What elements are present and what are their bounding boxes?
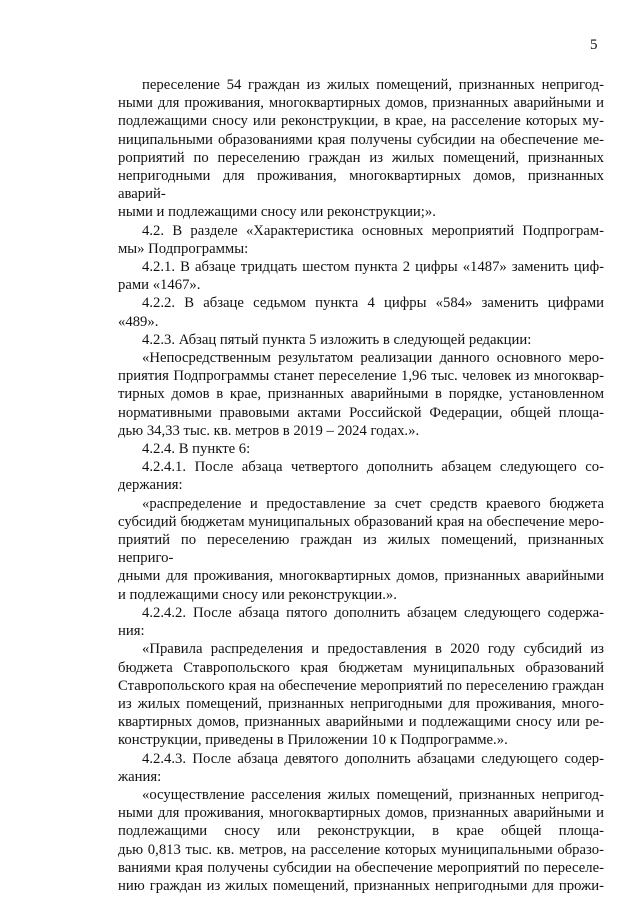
text-line: ниципальными образованиями края получены субсидии на обеспечение ме- <box>118 131 604 148</box>
text-line: ния: <box>118 623 145 640</box>
text-line: нию граждан из жилых помещений, признанных непригодными для прожи- <box>118 877 604 894</box>
page-number: 5 <box>590 37 598 53</box>
paragraph-p3 <box>118 258 604 294</box>
text-line: держания: <box>118 477 183 494</box>
paragraph-p2 <box>118 222 604 258</box>
text-line: нормативными правовыми актами Российской Федерации, общей площа- <box>118 404 604 421</box>
text-line: «распределение и предоставление за счет средств краевого бюджета <box>142 495 604 512</box>
text-line: 4.2.1. В абзаце тридцать шестом пункта 2 цифры «1487» заменить циф- <box>142 259 604 276</box>
paragraph-p11 <box>118 640 604 749</box>
text-line: роприятий по переселению граждан из жилых помещений, признанных <box>118 149 604 166</box>
paragraph-p7 <box>118 440 604 458</box>
text-line: «Непосредственным результатом реализации данного основного меро- <box>142 350 604 367</box>
text-line: «осуществление расселения жилых помещений, признанных непригод- <box>142 786 604 803</box>
text-line: «Правила распределения и предоставления в 2020 году субсидий из <box>142 641 604 658</box>
text-line: подлежащими сносу или реконструкции, в крае общей площа- <box>118 823 604 840</box>
text-line: из жилых помещений, признанных непригодными для проживания, много- <box>118 695 604 712</box>
paragraph-p1 <box>118 76 604 222</box>
paragraph-p6 <box>118 349 604 440</box>
text-line: субсидий бюджетам муниципальных образований края на обеспечение меро- <box>118 513 604 530</box>
text-line: рами «1467». <box>118 277 201 294</box>
text-line: приятия Подпрограммы станет переселение 1,96 тыс. человек из многоквар- <box>118 368 604 385</box>
text-line: ными для проживания, многоквартирных домов, признанных аварийными и <box>118 805 604 822</box>
paragraph-p8 <box>118 458 604 494</box>
text-line: 4.2.3. Абзац пятый пункта 5 изложить в следующей редакции: <box>142 331 532 348</box>
paragraph-p5 <box>118 331 604 349</box>
text-line: непригодными для проживания, многоквартирных домов, признанных аварий- <box>118 168 604 203</box>
text-line: бюджета Ставропольского края бюджетам муниципальных образований <box>118 659 604 676</box>
text-line: ными для проживания, многоквартирных домов, признанных аварийными и <box>118 95 604 112</box>
text-line: жания: <box>118 768 162 785</box>
text-line: подлежащими сносу или реконструкции, в крае, на расселение которых му- <box>118 113 604 130</box>
text-line: переселение 54 граждан из жилых помещений, признанных непригод- <box>142 77 604 93</box>
text-line: 4.2.4.3. После абзаца девятого дополнить абзацами следующего содер- <box>142 750 604 767</box>
text-line: Ставропольского края на обеспечение мероприятий по переселению граждан <box>118 677 604 694</box>
document-body <box>118 76 604 895</box>
paragraph-p4 <box>118 294 604 330</box>
paragraph-p9 <box>118 495 604 604</box>
text-line: конструкции, приведены в Приложении 10 к Подпрограмме.». <box>118 732 508 749</box>
text-line: мы» Подпрограммы: <box>118 240 249 257</box>
text-line: дью 0,813 тыс. кв. метров, на расселение которых муниципальными образо- <box>118 841 604 858</box>
text-line: 4.2.4. В пункте 6: <box>142 441 251 458</box>
text-line: тирных домов в крае, признанных аварийными в порядке, установленном <box>118 386 604 403</box>
text-line: ными и подлежащими сносу или реконструкции;». <box>118 204 436 221</box>
paragraph-p13 <box>118 786 604 895</box>
text-line: 4.2.4.1. После абзаца четвертого дополнить абзацем следующего со- <box>142 459 604 476</box>
text-line: квартирных домов, признанных аварийными и подлежащими сносу или ре- <box>118 714 604 731</box>
text-line: приятий по переселению граждан из жилых помещений, признанных неприго- <box>118 532 604 567</box>
text-line: 4.2.4.2. После абзаца пятого дополнить абзацем следующего содержа- <box>142 604 604 621</box>
paragraph-p10 <box>118 604 604 640</box>
text-line: и подлежащими сносу или реконструкции.». <box>118 586 397 603</box>
text-line: «489». <box>118 313 159 330</box>
text-line: 4.2. В разделе «Характеристика основных мероприятий Подпрограм- <box>142 222 604 239</box>
text-line: ваниями края получены субсидии на обеспечение мероприятий по переселе- <box>118 859 604 876</box>
paragraph-p12 <box>118 750 604 786</box>
text-line: дными для проживания, многоквартирных домов, признанных аварийными <box>118 568 604 585</box>
text-line: 4.2.2. В абзаце седьмом пункта 4 цифры «584» заменить цифрами <box>142 295 604 312</box>
text-line: дью 34,33 тыс. кв. метров в 2019 – 2024 годах.». <box>118 422 420 439</box>
